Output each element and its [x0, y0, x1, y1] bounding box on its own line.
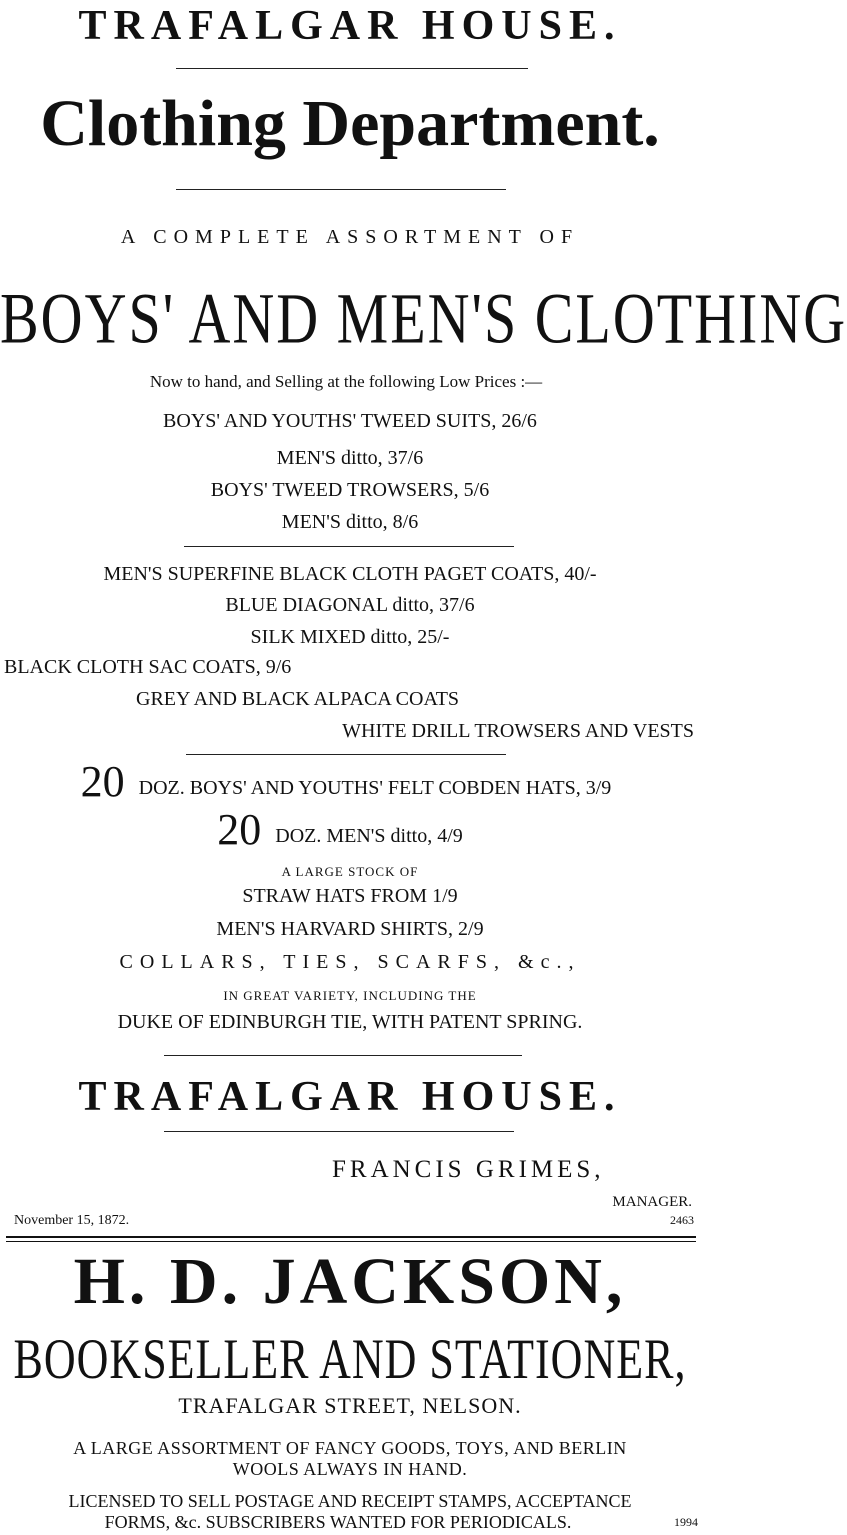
coat-line: SILK MIXED ditto, 25/- — [250, 626, 450, 648]
price-line: MEN'S ditto, 8/6 — [281, 511, 419, 533]
ad2-name: H. D. JACKSON, — [73, 1245, 627, 1318]
ad2-address: TRAFALGAR STREET, NELSON. — [178, 1393, 522, 1418]
coat-line: WHITE DRILL TROWSERS AND VESTS — [342, 720, 694, 742]
ad-separator — [6, 1241, 696, 1242]
ad1-number: 2463 — [670, 1213, 694, 1227]
ad2-number: 1994 — [674, 1515, 698, 1529]
divider — [176, 68, 528, 69]
divider — [164, 1055, 522, 1056]
ad2-trade: BOOKSELLER AND STATIONER, — [13, 1327, 687, 1391]
manager-title: MANAGER. — [612, 1194, 692, 1210]
assortment-line: A COMPLETE ASSORTMENT OF — [120, 226, 580, 248]
ad-separator — [6, 1236, 696, 1238]
coat-line: GREY AND BLACK ALPACA COATS — [136, 688, 460, 710]
intro-line: Now to hand, and Selling at the following Low Prices :— — [149, 372, 543, 391]
signature: FRANCIS GRIMES, — [332, 1156, 605, 1183]
ad1-header: TRAFALGAR HOUSE. — [78, 3, 622, 49]
hats-quantity: 20 — [217, 805, 262, 854]
ad2-goods: WOOLS ALWAYS IN HAND. — [232, 1459, 468, 1479]
shirts-line: MEN'S HARVARD SHIRTS, 2/9 — [216, 918, 484, 940]
collars-line: COLLARS, TIES, SCARFS, &c., — [119, 951, 581, 973]
hats-quantity: 20 — [80, 757, 125, 806]
hats-line — [0, 757, 696, 806]
coat-line: BLUE DIAGONAL ditto, 37/6 — [225, 594, 475, 616]
stock-intro: A LARGE STOCK OF — [281, 864, 419, 879]
hats-text: DOZ. MEN'S ditto, 4/9 — [275, 825, 463, 847]
price-line: MEN'S ditto, 37/6 — [276, 447, 424, 469]
divider — [164, 1131, 514, 1132]
hats-line — [0, 805, 690, 854]
ad2-goods: A LARGE ASSORTMENT OF FANCY GOODS, TOYS, AND BERLIN — [73, 1438, 627, 1458]
divider — [184, 546, 514, 547]
divider — [186, 754, 506, 755]
ad1-date: November 15, 1872. — [14, 1213, 130, 1228]
headline: BOYS' AND MEN'S CLOTHING — [0, 277, 847, 359]
coat-line: BLACK CLOTH SAC COATS, 9/6 — [4, 656, 292, 678]
price-line: BOYS' AND YOUTHS' TWEED SUITS, 26/6 — [163, 410, 537, 432]
tie-line: DUKE OF EDINBURGH TIE, WITH PATENT SPRING. — [117, 1011, 583, 1033]
ad2-license: LICENSED TO SELL POSTAGE AND RECEIPT STAMPS, ACCEPTANCE — [68, 1491, 632, 1511]
department-title: Clothing Department. — [40, 87, 660, 160]
straw-hats-line: STRAW HATS FROM 1/9 — [242, 885, 458, 907]
ad1-footer: TRAFALGAR HOUSE. — [78, 1074, 622, 1120]
hats-text: DOZ. BOYS' AND YOUTHS' FELT COBDEN HATS, 3/9 — [138, 777, 612, 799]
divider — [176, 189, 506, 190]
coat-line: MEN'S SUPERFINE BLACK CLOTH PAGET COATS, 40/- — [103, 563, 597, 585]
price-line: BOYS' TWEED TROWSERS, 5/6 — [210, 479, 490, 501]
variety-line: IN GREAT VARIETY, INCLUDING THE — [223, 988, 477, 1003]
ad2-license: FORMS, &c. SUBSCRIBERS WANTED FOR PERIODICALS. — [104, 1512, 572, 1532]
